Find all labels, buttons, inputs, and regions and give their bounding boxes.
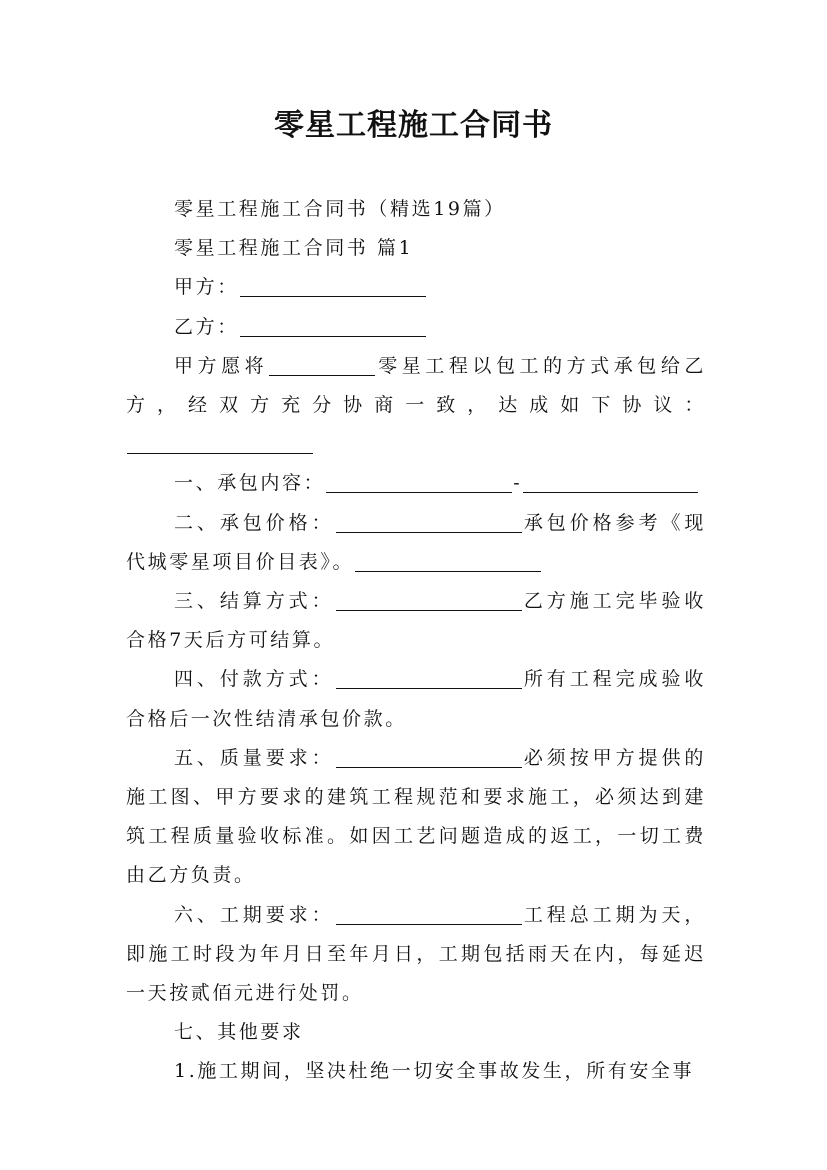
blank-line [336,590,522,611]
clause-1-label: 一、承包内容： [174,472,326,495]
blank-line [336,668,522,689]
blank-line [240,276,426,297]
clause-3-text: 乙方施工完毕验收合格7天后方可结算。 [126,590,706,652]
clause-7-heading: 七、其他要求 [174,1021,304,1044]
blank-line [336,904,522,925]
blank-line [127,433,313,454]
document-body [126,190,706,1092]
intro-text-2: 零星工程以包工的方式承包给乙方，经双方充分协商一致，达成如下协议： [126,354,707,417]
clause-4-text: 所有工程完成验收合格后一次性结清承包价款。 [126,668,706,730]
clause-3-label: 三、结算方式： [174,590,335,613]
blank-line [240,316,426,337]
blank-line [336,747,522,768]
party-b-line [126,308,706,347]
party-b-label: 乙方： [174,315,239,338]
blank-line [523,472,698,493]
clause-6 [126,896,706,1014]
blank-line [336,512,522,533]
party-a-label: 甲方： [174,276,239,299]
intro-paragraph [126,347,706,465]
intro-text-1: 甲方愿将 [174,354,269,377]
blank-line [355,551,541,572]
clause-1-dash: - [513,472,523,495]
clause-2 [126,504,706,582]
clause-7-item-1: 1.施工期间，坚决杜绝一切安全事故发生，所有安全事 [174,1060,695,1083]
clause-1 [126,464,706,503]
clause-5 [126,739,706,896]
subtitle: 零星工程施工合同书（精选19篇） [174,198,506,220]
party-a-line [126,268,706,307]
clause-5-label: 五、质量要求： [174,746,335,769]
blank-line [269,355,375,376]
blank-line [326,472,512,493]
clause-4-label: 四、付款方式： [174,668,335,691]
clause-6-label: 六、工期要求： [174,903,335,926]
clause-6-text: 工程总工期为天，即施工时段为年月日至年月日，工期包括雨天在内，每延迟一天按贰佰元进行处罚。 [126,903,706,1005]
clause-4 [126,660,706,738]
clause-2-text: 承包价格参考《现代城零星项目价目表》。 [126,511,706,573]
clause-3 [126,582,706,660]
clause-2-label: 二、承包价格： [174,511,335,534]
clause-5-text: 必须按甲方提供的施工图、甲方要求的建筑工程规范和要求施工，必须达到建筑工程质量验收标准。如因工艺问题造成的返工，一切工费由乙方负责。 [126,746,706,887]
chapter-heading: 零星工程施工合同书 篇1 [174,237,414,260]
document-title: 零星工程施工合同书 [274,108,553,143]
